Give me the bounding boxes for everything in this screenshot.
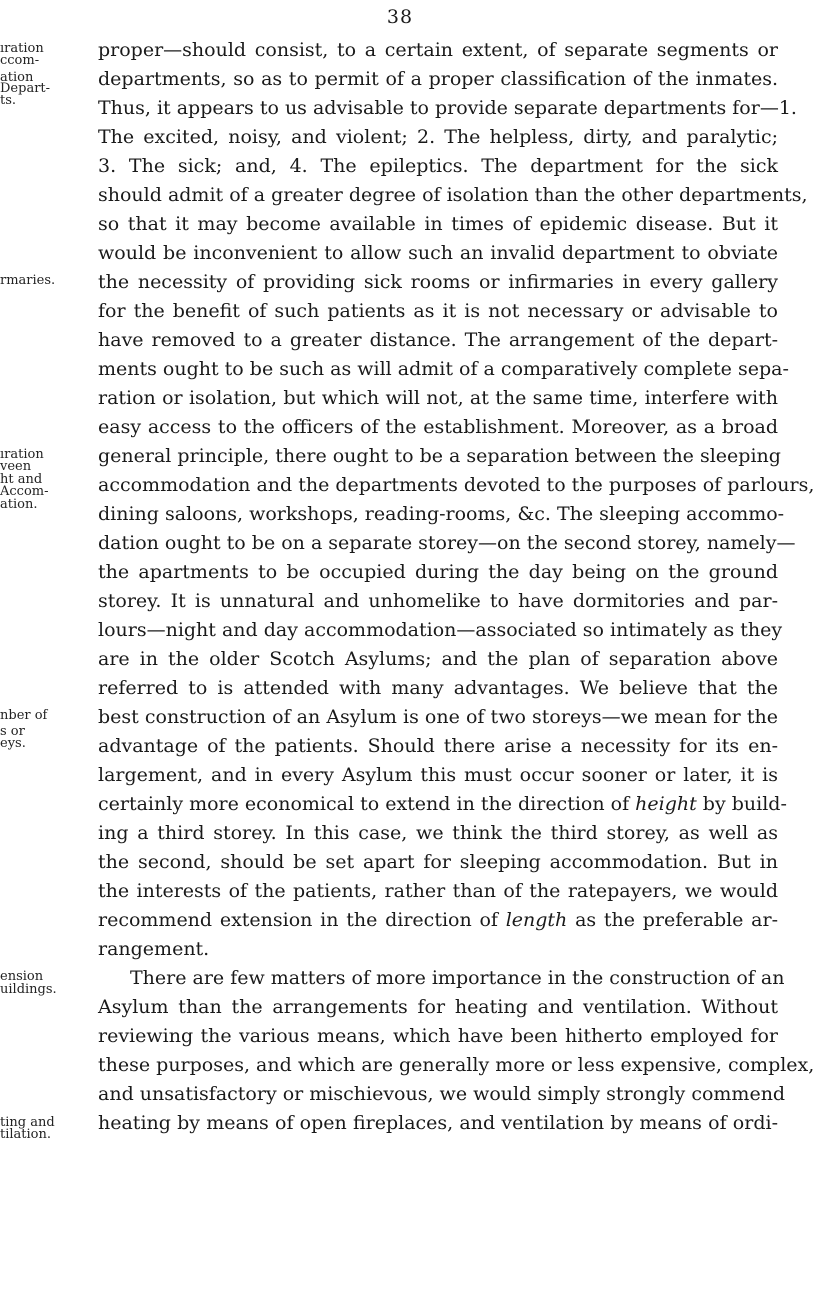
text-line: There are few matters of more importance in the construction of an (130, 967, 785, 989)
margin-note: eys. (0, 736, 26, 751)
text-line: would be inconvenient to allow such an invalid department to obviate (98, 242, 778, 264)
text-line: proper—should consist, to a certain extent, of separate segments or (98, 39, 778, 61)
text-line: ing a third storey. In this case, we think the third storey, as well as (98, 822, 778, 844)
text-line: Asylum than the arrangements for heating and ventilation. Without (98, 996, 778, 1018)
text-line: rangement. (98, 938, 210, 960)
text-line: the necessity of providing sick rooms or infirmaries in every gallery (98, 271, 778, 293)
text-segment: by build- (702, 793, 787, 815)
page-number: 38 (386, 6, 414, 28)
text-segment: as the preferable ar- (575, 909, 779, 931)
text-line: lours—night and day accommodation—associated so intimately as they (98, 619, 783, 641)
text-line: for the benefit of such patients as it is not necessary or advisable to (98, 300, 778, 322)
margin-note: Depart- (0, 81, 51, 96)
margin-note: ıration (0, 41, 44, 56)
text-line: and unsatisfactory or mischievous, we would simply strongly commend (98, 1083, 786, 1105)
margin-note: ht and (0, 472, 43, 487)
margin-note: ting and (0, 1115, 55, 1130)
text-line: Thus, it appears to us advisable to provide separate departments for—1. (98, 97, 797, 119)
text-line: best construction of an Asylum is one of two storeys—we mean for the (98, 706, 778, 728)
margin-note: nber of (0, 708, 48, 723)
text-line: advantage of the patients. Should there arise a necessity for its en- (98, 735, 778, 757)
margin-note: ts. (0, 93, 17, 108)
text-line: the interests of the patients, rather than of the ratepayers, we would (98, 880, 778, 902)
text-line (98, 906, 778, 935)
text-line: ration or isolation, but which will not, at the same time, interfere with (98, 387, 778, 409)
text-line: the apartments to be occupied during the day being on the ground (98, 561, 778, 583)
margin-note: ıration (0, 447, 44, 462)
margin-note: ension (0, 969, 44, 984)
text-line: these purposes, and which are generally more or less expensive, complex, (98, 1054, 814, 1076)
text-line: should admit of a greater degree of isolation than the other departments, (98, 184, 808, 206)
text-line: are in the older Scotch Asylums; and the plan of separation above (98, 648, 778, 670)
text-line (98, 790, 787, 819)
margin-note: veen (0, 459, 32, 474)
margin-note: s or (0, 724, 25, 739)
text-line: largement, and in every Asylum this must occur sooner or later, it is (98, 764, 778, 786)
margin-note: rmaries. (0, 273, 56, 288)
text-line: the second, should be set apart for sleeping accommodation. But in (98, 851, 778, 873)
margin-note: uildings. (0, 982, 57, 997)
emphasis-length: length (505, 909, 568, 931)
text-line: have removed to a greater distance. The arrangement of the depart- (98, 329, 778, 351)
margin-note: ation (0, 70, 34, 85)
text-line: referred to is attended with many advantages. We believe that the (98, 677, 778, 699)
text-segment: certainly more economical to extend in the direction of (98, 793, 630, 815)
text-line: reviewing the various means, which have been hitherto employed for (98, 1025, 778, 1047)
text-line: dation ought to be on a separate storey—on the second storey, namely— (98, 532, 796, 554)
text-segment: recommend extension in the direction of (98, 909, 498, 931)
text-line: ments ought to be such as will admit of a comparatively complete sepa- (98, 358, 789, 380)
text-line: dining saloons, workshops, reading-rooms, &c. The sleeping accommo- (98, 503, 785, 525)
text-line: general principle, there ought to be a separation between the sleeping (98, 445, 781, 467)
text-line: accommodation and the departments devoted to the purposes of parlours, (98, 474, 814, 496)
emphasis-height: height (635, 793, 697, 815)
text-line: 3. The sick; and, 4. The epileptics. The department for the sick (98, 155, 778, 177)
text-line: storey. It is unnatural and unhomelike to have dormitories and par- (98, 590, 778, 612)
text-line: heating by means of open fireplaces, and ventilation by means of ordi- (98, 1112, 778, 1134)
margin-note: ation. (0, 497, 38, 512)
text-line: easy access to the officers of the establishment. Moreover, as a broad (98, 416, 778, 438)
margin-note: ccom- (0, 53, 40, 68)
margin-note: tilation. (0, 1127, 52, 1142)
text-line: The excited, noisy, and violent; 2. The helpless, dirty, and paralytic; (98, 126, 778, 148)
text-line: so that it may become available in times of epidemic disease. But it (98, 213, 778, 235)
text-line: departments, so as to permit of a proper classification of the inmates. (98, 68, 778, 90)
margin-note: Accom- (0, 484, 49, 499)
